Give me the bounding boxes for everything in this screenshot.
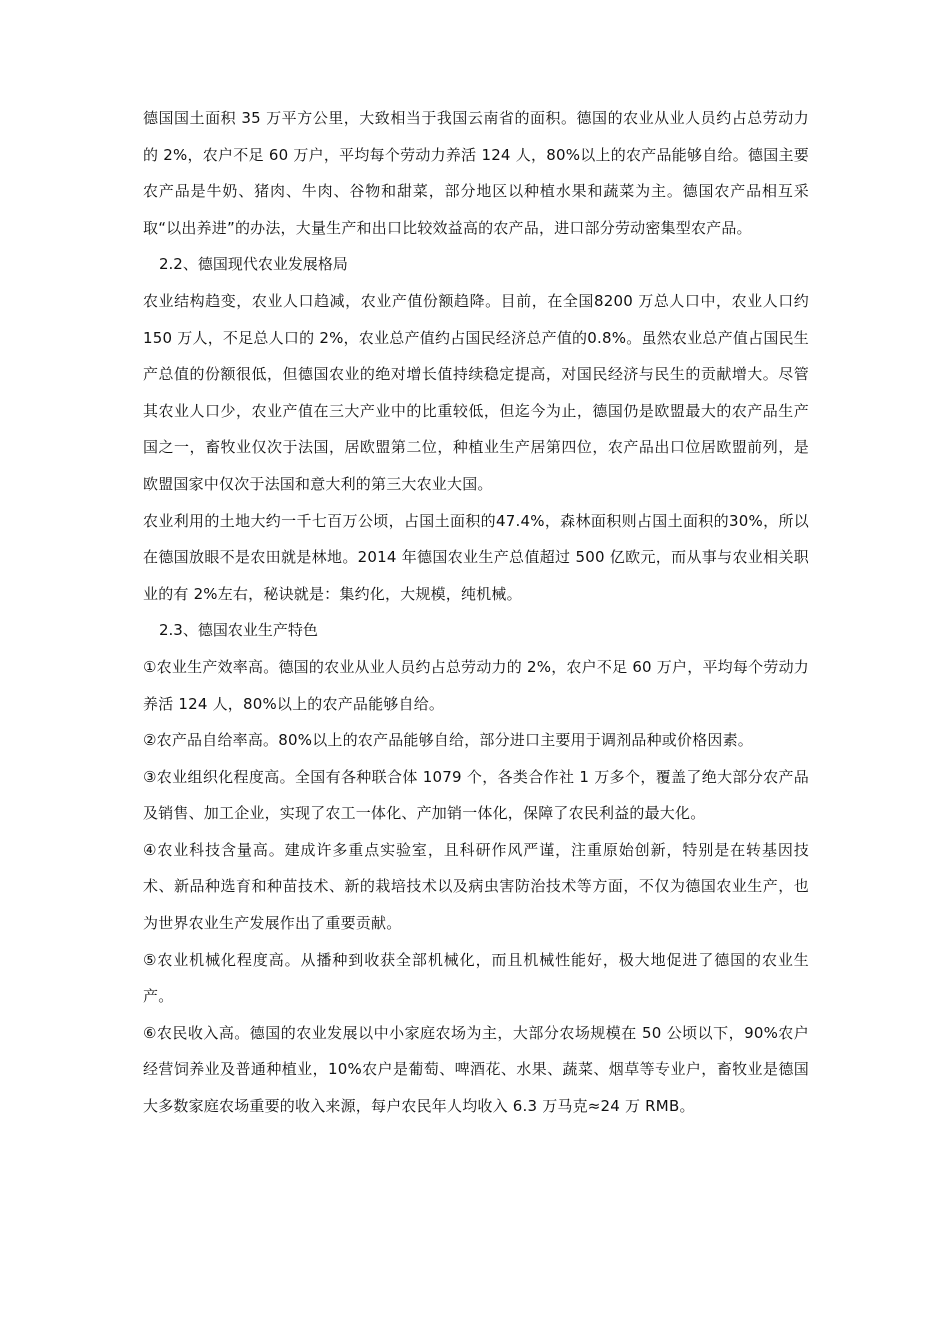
heading-2-3: 2.3、德国农业生产特色: [159, 621, 318, 640]
paragraph-land-use: 农业利用的土地大约一千七百万公顷，占国土面积的47.4%，森林面积则占国土面积的30%，所以在德国放眼不是农田就是林地。2014 年德国农业生产总值超过 500 亿欧元，而从事与农业相关职业的有 2%左右，秘诀就是：集约化，大规模，纯机械。: [143, 511, 809, 603]
heading-2-2: 2.2、德国现代农业发展格局: [159, 255, 348, 274]
feature-efficiency: ①农业生产效率高。德国的农业从业人员约占总劳动力的 2%，农户不足 60 万户，平均每个劳动力养活 124 人，80%以上的农产品能够自给。: [143, 657, 809, 713]
paragraph-land-area: 德国国土面积 35 万平方公里，大致相当于我国云南省的面积。德国的农业从业人员约占总劳动力的 2%，农户不足 60 万户，平均每个劳动力养活 124 人，80%以上的农产品能够自给。德国主要农产品是牛奶、猪肉、牛肉、谷物和甜菜，部分地区以种植水果和蔬菜为主。德国农产品相互采取“以出养进”的办法，大量生产和出口比较效益高的农产品，进口部分劳动密集型农产品。: [143, 109, 809, 237]
feature-self-sufficiency: ②农产品自给率高。80%以上的农产品能够自给，部分进口主要用于调剂品种或价格因素。: [143, 731, 753, 750]
paragraph-structure: 农业结构趋变，农业人口趋减，农业产值份额趋降。目前，在全国8200 万总人口中，农业人口约 150 万人，不足总人口的 2%，农业总产值约占国民经济总产值的0.8%。虽然农业总产值占国民生产总值的份额很低，但德国农业的绝对增长值持续稳定提高，对国民经济与民生的贡献增大。尽管其农业人口少，农业产值在三大产业中的比重较低，但迄今为止，德国仍是欧盟最大的农产品生产国之一，畜牧业仅次于法国，居欧盟第二位，种植业生产居第四位，农产品出口位居欧盟前列，是欧盟国家中仅次于法国和意大利的第三大农业大国。: [143, 291, 809, 493]
feature-organization: ③农业组织化程度高。全国有各种联合体 1079 个，各类合作社 1 万多个，覆盖了绝大部分农产品及销售、加工企业，实现了农工一体化、产加销一体化，保障了农民利益的最大化。: [143, 767, 809, 823]
feature-technology: ④农业科技含量高。建成许多重点实验室，且科研作风严谨，注重原始创新，特别是在转基因技术、新品种选育和种苗技术、新的栽培技术以及病虫害防治技术等方面，不仅为德国农业生产，也为世界农业生产发展作出了重要贡献。: [143, 840, 809, 933]
feature-income: ⑥农民收入高。德国的农业发展以中小家庭农场为主，大部分农场规模在 50 公顷以下，90%农户经营饲养业及普通种植业，10%农户是葡萄、啤酒花、水果、蔬菜、烟草等专业户，畜牧业是德国大多数家庭农场重要的收入来源，每户农民年人均收入 6.3 万马克≈24 万 RMB。: [143, 1023, 809, 1116]
feature-mechanization: ⑤农业机械化程度高。从播种到收获全部机械化，而且机械性能好，极大地促进了德国的农业生产。: [143, 950, 809, 1006]
document-page: [143, 100, 809, 1125]
